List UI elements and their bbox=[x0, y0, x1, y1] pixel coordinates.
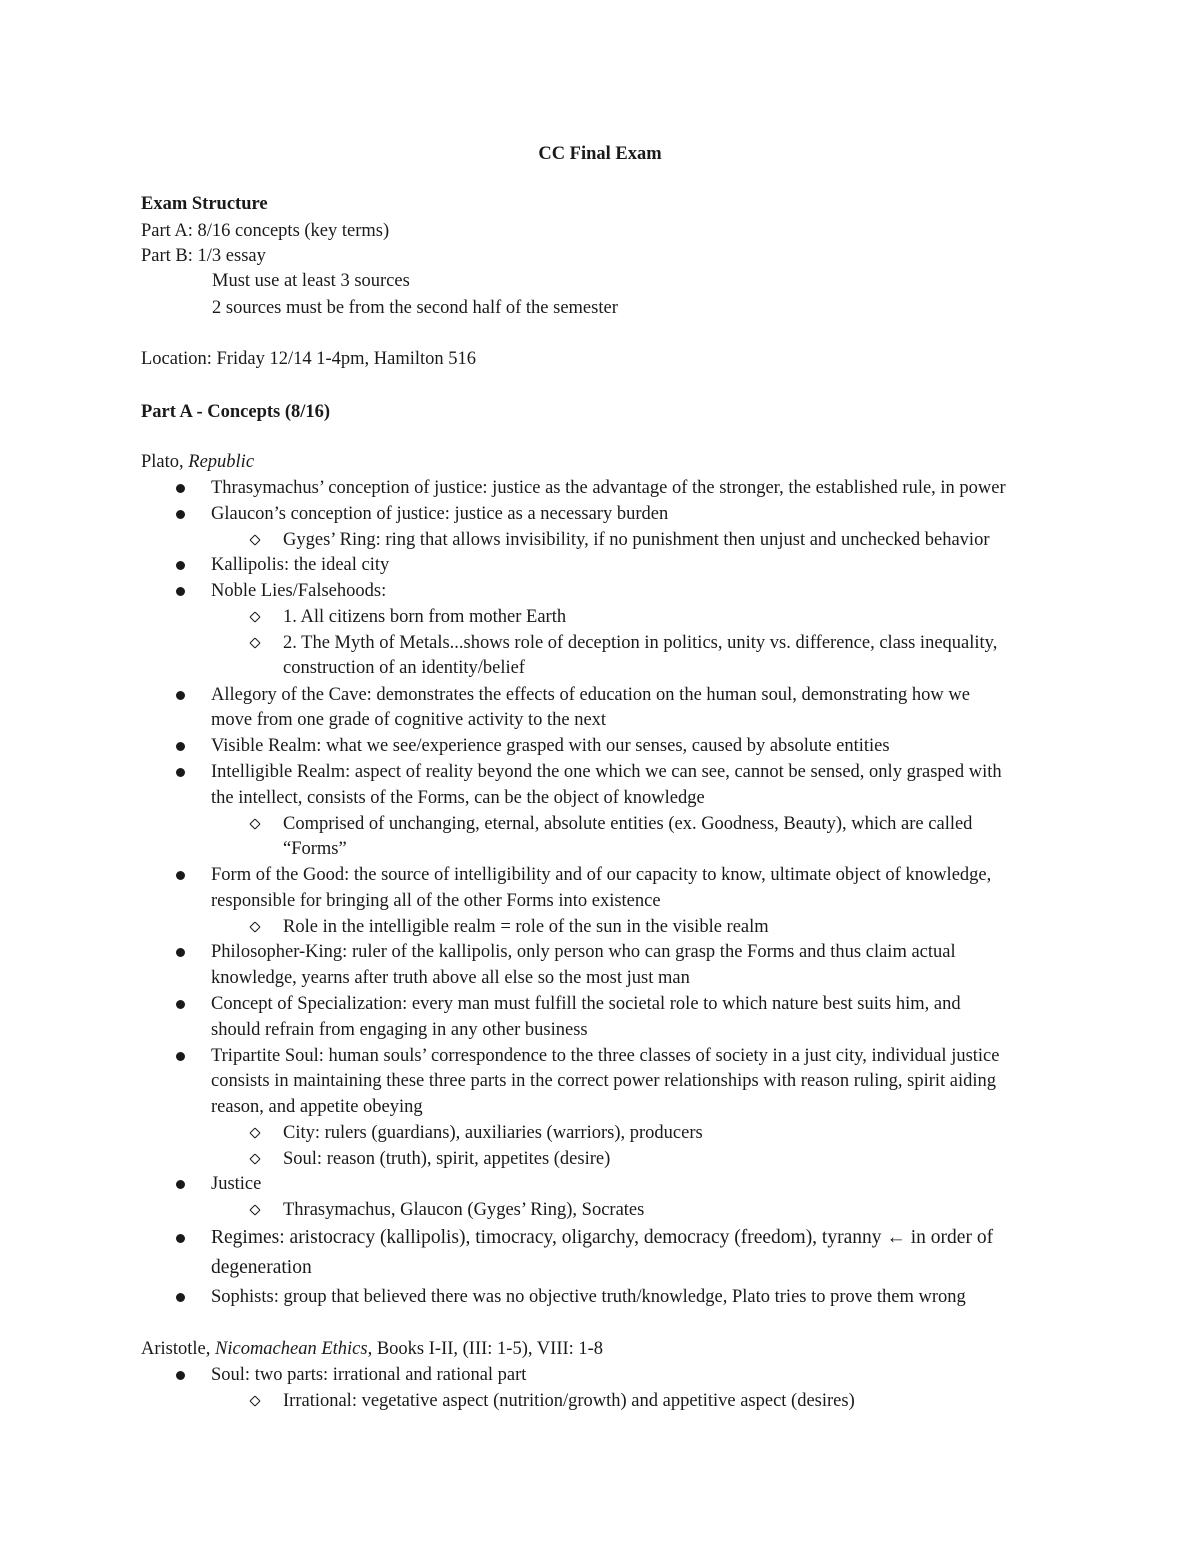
part-b-line: Part B: 1/3 essay bbox=[141, 246, 266, 266]
author: Plato, bbox=[141, 452, 189, 472]
bullet-icon bbox=[176, 1180, 185, 1189]
list-item: Kallipolis: the ideal city bbox=[211, 555, 390, 575]
sub-bullet-icon bbox=[249, 611, 260, 622]
list-item: Tripartite Soul: human souls’ correspondence to the three classes of society in a just city, individual justice bbox=[211, 1046, 1000, 1066]
bullet-icon bbox=[176, 948, 185, 957]
list-item: Form of the Good: the source of intelligibility and of our capacity to know, ultimate object of knowledge, bbox=[211, 865, 992, 885]
work-title: Republic bbox=[188, 452, 255, 472]
bullet-icon bbox=[176, 510, 185, 519]
author: Aristotle, bbox=[141, 1339, 215, 1359]
list-item: Allegory of the Cave: demonstrates the effects of education on the human soul, demonstrating how we bbox=[211, 685, 970, 705]
list-item: Concept of Specialization: every man must fulfill the societal role to which nature best suits him, and bbox=[211, 994, 961, 1014]
bullet-icon bbox=[176, 484, 185, 493]
list-item: Philosopher-King: ruler of the kallipolis, only person who can grasp the Forms and thus claim actual bbox=[211, 942, 956, 962]
bullet-icon bbox=[176, 871, 185, 880]
requirement-line: Must use at least 3 sources bbox=[212, 271, 410, 291]
plato-source bbox=[141, 449, 254, 475]
sub-list-item: Irrational: vegetative aspect (nutrition/growth) and appetitive aspect (desires) bbox=[283, 1391, 855, 1411]
list-item-continued: consists in maintaining these three parts in the correct power relationships with reason ruling, spirit aiding bbox=[211, 1071, 997, 1091]
aristotle-source bbox=[141, 1336, 603, 1362]
sub-bullet-icon bbox=[249, 1395, 260, 1406]
sub-bullet-icon bbox=[249, 1153, 260, 1164]
sub-list-item: Role in the intelligible realm = role of the sun in the visible realm bbox=[283, 917, 769, 937]
work-details: , Books I-II, (III: 1-5), VIII: 1-8 bbox=[367, 1339, 604, 1359]
bullet-icon bbox=[176, 587, 185, 596]
list-item-continued: responsible for bringing all of the other Forms into existence bbox=[211, 891, 661, 911]
bullet-icon bbox=[176, 742, 185, 751]
list-item-continued: degeneration bbox=[211, 1257, 312, 1278]
list-item: Intelligible Realm: aspect of reality beyond the one which we can see, cannot be sensed, only grasped with bbox=[211, 762, 1002, 782]
bullet-icon bbox=[176, 691, 185, 700]
bullet-icon bbox=[176, 1052, 185, 1061]
bullet-icon bbox=[176, 561, 185, 570]
sub-list-item: 2. The Myth of Metals...shows role of deception in politics, unity vs. difference, class inequality, bbox=[283, 633, 998, 653]
page-title: CC Final Exam bbox=[538, 144, 662, 164]
bullet-icon bbox=[176, 1371, 185, 1380]
list-item-continued: reason, and appetite obeying bbox=[211, 1097, 423, 1117]
sub-list-item: 1. All citizens born from mother Earth bbox=[283, 607, 567, 627]
list-item: Thrasymachus’ conception of justice: justice as the advantage of the stronger, the established rule, in power bbox=[211, 478, 1006, 498]
sub-list-item: Comprised of unchanging, eternal, absolute entities (ex. Goodness, Beauty), which are called bbox=[283, 814, 973, 834]
list-item: Noble Lies/Falsehoods: bbox=[211, 581, 387, 601]
list-item: Glaucon’s conception of justice: justice as a necessary burden bbox=[211, 504, 669, 524]
sub-bullet-icon bbox=[249, 637, 260, 648]
sub-list-item-continued: construction of an identity/belief bbox=[283, 658, 525, 678]
sub-list-item: Gyges’ Ring: ring that allows invisibility, if no punishment then unjust and unchecked behavior bbox=[283, 530, 990, 550]
sub-bullet-icon bbox=[249, 1204, 260, 1215]
part-a-heading: Part A - Concepts (8/16) bbox=[141, 402, 331, 422]
location-line: Location: Friday 12/14 1-4pm, Hamilton 516 bbox=[141, 349, 477, 369]
list-item-continued: should refrain from engaging in any other business bbox=[211, 1020, 588, 1040]
sub-bullet-icon bbox=[249, 534, 260, 545]
sub-list-item: City: rulers (guardians), auxiliaries (warriors), producers bbox=[283, 1123, 703, 1143]
work-title: Nicomachean Ethics bbox=[215, 1339, 368, 1359]
list-item: Visible Realm: what we see/experience grasped with our senses, caused by absolute entities bbox=[211, 736, 890, 756]
requirement-line: 2 sources must be from the second half of the semester bbox=[212, 298, 618, 318]
part-a-line: Part A: 8/16 concepts (key terms) bbox=[141, 221, 390, 241]
bullet-icon bbox=[176, 1000, 185, 1009]
sub-list-item-continued: “Forms” bbox=[283, 839, 347, 859]
list-item: Justice bbox=[211, 1174, 262, 1194]
sub-bullet-icon bbox=[249, 921, 260, 932]
bullet-icon bbox=[176, 768, 185, 777]
bullet-icon bbox=[176, 1293, 185, 1302]
list-item-continued: the intellect, consists of the Forms, can be the object of knowledge bbox=[211, 788, 705, 808]
sub-list-item: Soul: reason (truth), spirit, appetites (desire) bbox=[283, 1149, 611, 1169]
sub-list-item: Thrasymachus, Glaucon (Gyges’ Ring), Socrates bbox=[283, 1200, 645, 1220]
bullet-icon bbox=[176, 1234, 185, 1243]
sub-bullet-icon bbox=[249, 818, 260, 829]
list-item: Sophists: group that believed there was no objective truth/knowledge, Plato tries to prove them wrong bbox=[211, 1287, 966, 1307]
exam-structure-heading: Exam Structure bbox=[141, 194, 268, 214]
list-item: Soul: two parts: irrational and rational part bbox=[211, 1365, 527, 1385]
sub-bullet-icon bbox=[249, 1127, 260, 1138]
list-item: Regimes: aristocracy (kallipolis), timocracy, oligarchy, democracy (freedom), tyranny ← in order of bbox=[211, 1227, 994, 1248]
list-item-continued: move from one grade of cognitive activity to the next bbox=[211, 710, 607, 730]
list-item-continued: knowledge, yearns after truth above all else so the most just man bbox=[211, 968, 690, 988]
